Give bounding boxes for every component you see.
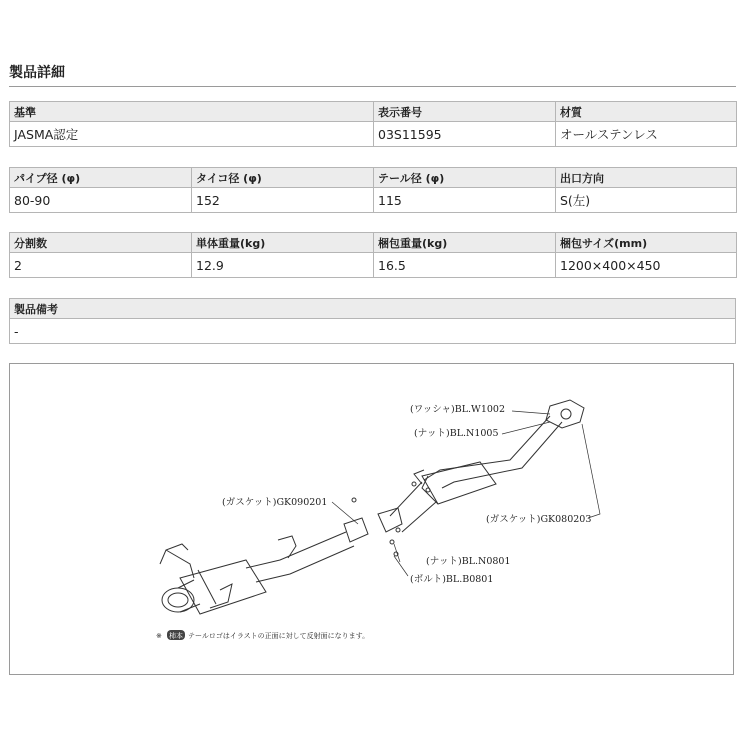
header-exit-direction: 出口方向 (556, 168, 737, 188)
value-remarks: - (10, 319, 736, 344)
note-logo: 柿本 (169, 632, 183, 640)
header-package-size: 梱包サイズ(mm) (556, 233, 737, 253)
exhaust-illustration (10, 364, 733, 674)
exhaust-parts-diagram (9, 363, 734, 675)
callout-washer: (ワッシャ)BL.W1002 (410, 404, 505, 415)
mid-pipe (390, 482, 436, 532)
header-split-count: 分割数 (10, 233, 192, 253)
rear-pipe (246, 532, 354, 582)
header-unit-weight: 単体重量(kg) (192, 233, 374, 253)
center-flange-left (344, 518, 368, 542)
header-muffler-diameter: タイコ径 (φ) (192, 168, 374, 188)
header-pipe-diameter: パイプ径 (φ) (10, 168, 192, 188)
spec-table-remarks (9, 298, 736, 344)
note-mark: ※ (156, 632, 162, 640)
header-tail-diameter: テール径 (φ) (374, 168, 556, 188)
hanger-rod-left (160, 544, 194, 578)
callout-nut-bottom: (ナット)BL.N0801 (426, 556, 511, 567)
value-package-weight: 16.5 (374, 253, 556, 278)
resonator-body (422, 462, 496, 504)
header-package-weight: 梱包重量(kg) (374, 233, 556, 253)
spec-table-standard (9, 101, 737, 147)
header-material: 材質 (556, 102, 737, 122)
title-divider (9, 86, 736, 87)
section-title: 製品詳細 (9, 65, 65, 81)
value-material: オールステンレス (556, 122, 737, 147)
callout-nut-top: (ナット)BL.N1005 (414, 428, 499, 439)
value-split-count: 2 (10, 253, 192, 278)
front-flange (546, 400, 584, 428)
note-text: テールロゴはイラストの正面に対して反射面になります。 (188, 632, 370, 640)
header-standard: 基準 (10, 102, 374, 122)
header-remarks: 製品備考 (10, 299, 736, 319)
value-unit-weight: 12.9 (192, 253, 374, 278)
front-pipe (424, 416, 562, 488)
callout-gasket-left: (ガスケット)GK090201 (222, 497, 328, 508)
value-exit-direction: S(左) (556, 188, 737, 213)
value-standard: JASMA認定 (10, 122, 374, 147)
value-package-size: 1200×400×450 (556, 253, 737, 278)
value-pipe-diameter: 80-90 (10, 188, 192, 213)
value-muffler-diameter: 152 (192, 188, 374, 213)
spec-table-weights (9, 232, 737, 278)
value-display-number: 03S11595 (374, 122, 556, 147)
value-tail-diameter: 115 (374, 188, 556, 213)
muffler-body (180, 560, 266, 614)
callout-gasket-right: (ガスケット)GK080203 (486, 514, 592, 525)
header-display-number: 表示番号 (374, 102, 556, 122)
spec-table-diameters (9, 167, 737, 213)
callout-bolt: (ボルト)BL.B0801 (410, 574, 494, 585)
